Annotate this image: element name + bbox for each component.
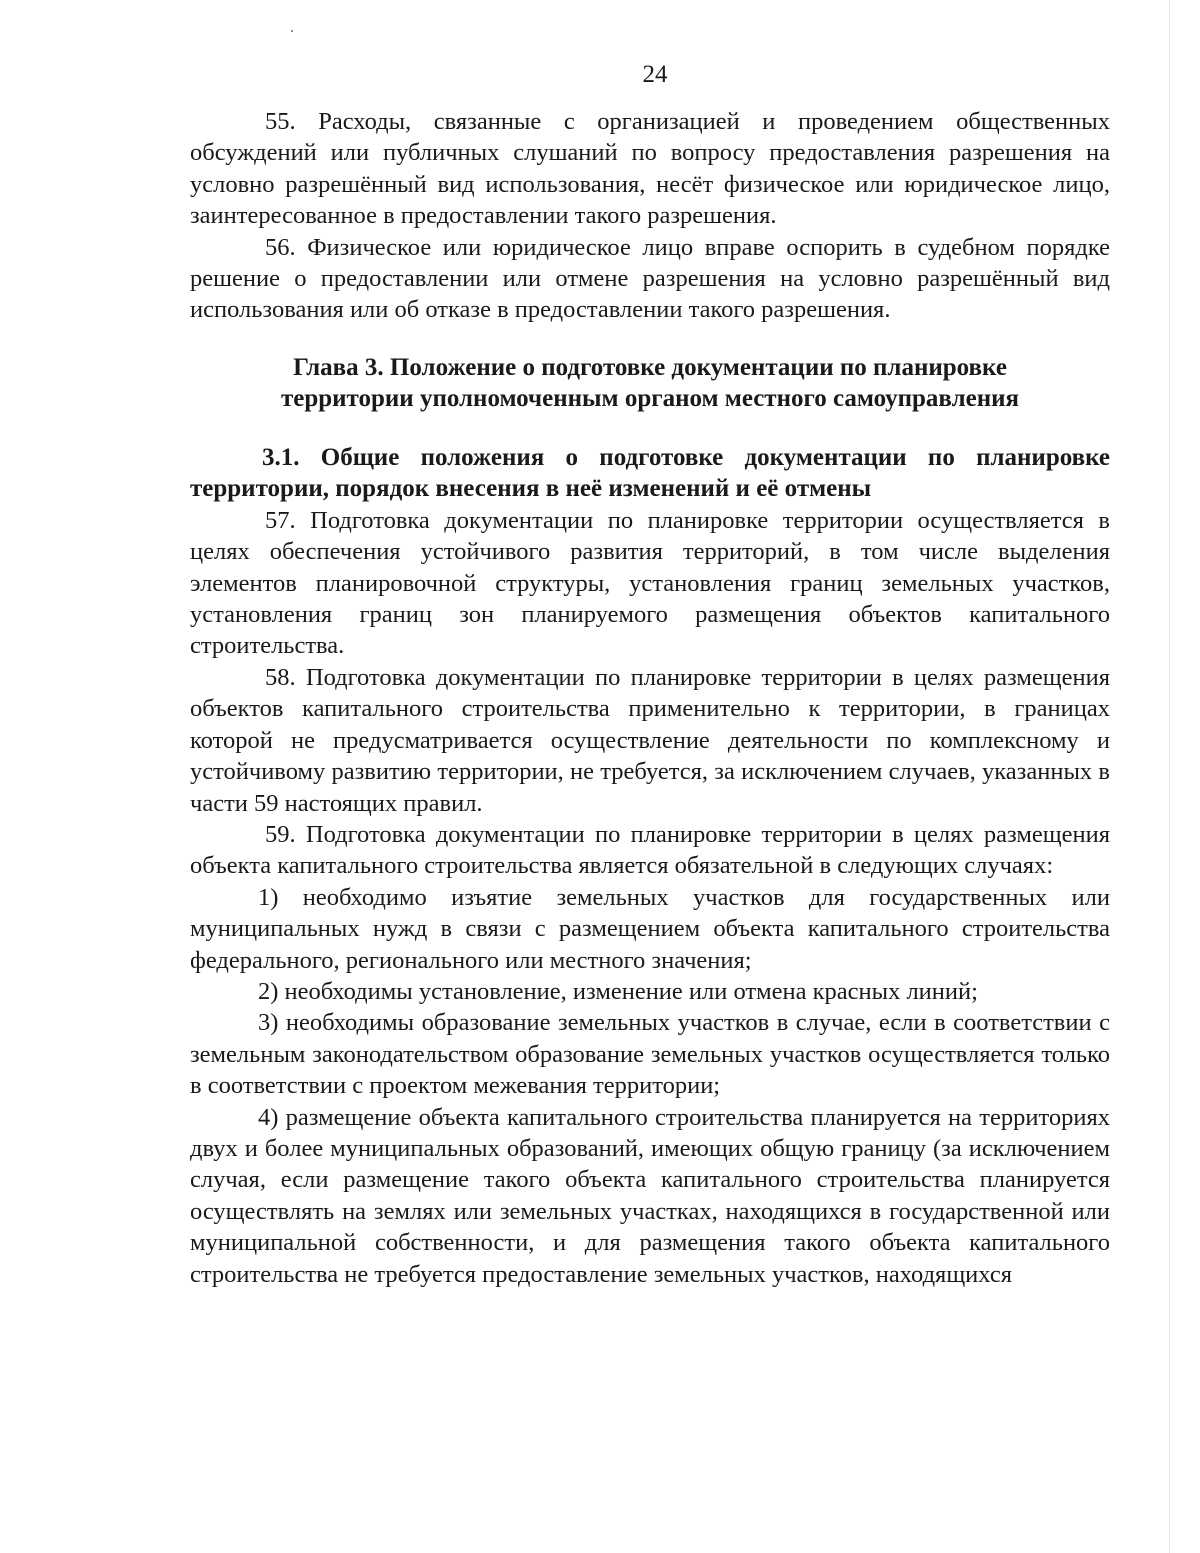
- paragraph-57: 57. Подготовка документации по планировке территории осуществляется в целях обеспечения устойчивого развития территорий, в том числе выделения элементов планировочной структуры, установления границ земельных участков, установления границ зон планируемого размещения объектов капитального строительства.: [190, 506, 1110, 660]
- chapter-title: [190, 352, 1110, 415]
- list-item-3: 3) необходимы образование земельных участков в случае, если в соответствии с земельным законодательством образование земельных участков осуществляется только в соответствии с проектом межевания территории;: [190, 1009, 1110, 1100]
- paragraph-56: 56. Физическое или юридическое лицо вправе оспорить в судебном порядке решение о предоставлении или отмене разрешения на условно разрешённый вид использования или об отказе в предоставлении такого разрешения.: [190, 233, 1110, 324]
- scan-speck: [291, 30, 293, 32]
- chapter-title-line-1: Глава 3. Положение о подготовке документации по планировке: [293, 353, 1007, 381]
- paragraph-59: 59. Подготовка документации по планировке территории в целях размещения объекта капитального строительства является обязательной в следующих случаях:: [190, 820, 1110, 880]
- scan-edge-line: [1169, 0, 1170, 1553]
- chapter-title-line-2: территории уполномоченным органом местного самоуправления: [280, 385, 1020, 413]
- list-item-2: 2) необходимы установление, изменение или отмена красных линий;: [258, 977, 978, 1005]
- section-title: 3.1. Общие положения о подготовке документации по планировке территории, порядок внесения в неё изменений и её отмены: [190, 443, 1110, 503]
- page-number: 24: [642, 61, 668, 88]
- document-body: [190, 106, 1110, 1290]
- paragraph-55: 55. Расходы, связанные с организацией и проведением общественных обсуждений или публичных слушаний по вопросу предоставления разрешения на условно разрешённый вид использования, несёт физическое или юридическое лицо, заинтересованное в предоставлении такого разрешения.: [190, 108, 1110, 230]
- list-item-1: 1) необходимо изъятие земельных участков для государственных или муниципальных нужд в связи с размещением объекта капитального строительства федерального, регионального или местного значения;: [190, 883, 1110, 974]
- list-item-4: 4) размещение объекта капитального строительства планируется на территориях двух и более муниципальных образований, имеющих общую границу (за исключением случая, если размещение такого объекта капитального строительства планируется осуществлять на землях или земельных участках, находящихся в государственной или муниципальной собственности, и для размещения такого объекта капитального строительства не требуется предоставление земельных участков, находящихся: [190, 1103, 1110, 1288]
- paragraph-58: 58. Подготовка документации по планировке территории в целях размещения объектов капитального строительства применительно к территории, в границах которой не предусматривается осуществление деятельности по комплексному и устойчивому развитию территории, не требуется, за исключением случаев, указанных в части 59 настоящих правил.: [190, 663, 1110, 817]
